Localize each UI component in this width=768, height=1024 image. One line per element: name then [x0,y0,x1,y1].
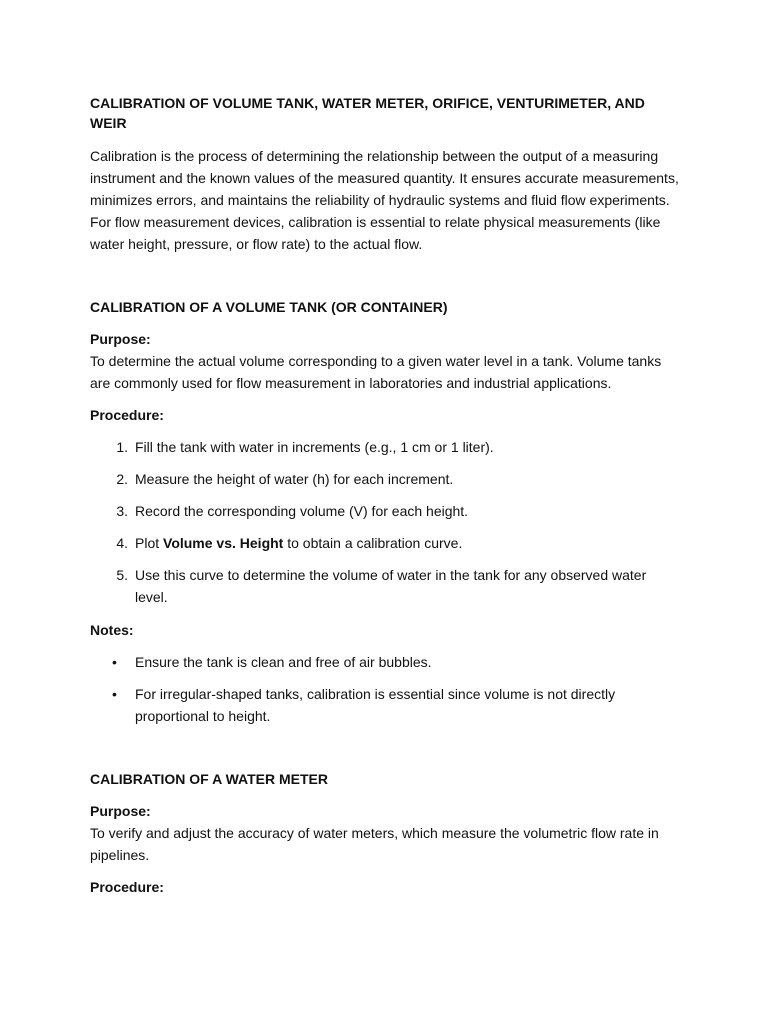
purpose-label: Purpose: [90,331,151,347]
bullet-icon: • [112,654,117,670]
note-text: For irregular-shaped tanks, calibration is essential since volume is not directly proportional to height. [135,686,616,724]
procedure-label: Procedure: [90,407,164,423]
procedure-steps-list [90,436,680,608]
notes-list [90,651,680,727]
notes-label: Notes: [90,622,134,638]
list-item [90,532,680,554]
note-text: Ensure the tank is clean and free of air bubbles. [135,654,432,670]
step-number: 1. [116,439,128,455]
step-text: Record the corresponding volume (V) for each height. [135,503,469,519]
list-item [90,651,680,673]
procedure-label: Procedure: [90,879,164,895]
purpose-text: To verify and adjust the accuracy of water meters, which measure the volumetric flow rate in pipelines. [90,825,659,863]
purpose-block-volume-tank [90,328,680,394]
step-text-pre: Plot [135,535,164,551]
step-text: Fill the tank with water in increments (e.g., 1 cm or 1 liter). [135,439,494,455]
section-heading-water-meter: CALIBRATION OF A WATER METER [90,771,328,787]
step-text: Use this curve to determine the volume of water in the tank for any observed water level. [135,567,647,605]
purpose-block-water-meter [90,800,680,866]
step-number: 5. [116,567,128,583]
step-text: Measure the height of water (h) for each increment. [135,471,454,487]
list-item [90,468,680,490]
document-title: CALIBRATION OF VOLUME TANK, WATER METER, ORIFICE, VENTURIMETER, AND WEIR [90,95,645,131]
section-heading-volume-tank: CALIBRATION OF A VOLUME TANK (OR CONTAINER) [90,299,448,315]
purpose-label: Purpose: [90,803,151,819]
step-text-post: to obtain a calibration curve. [283,535,463,551]
list-item [90,564,680,608]
step-number: 2. [116,471,128,487]
step-number: 3. [116,503,128,519]
list-item [90,500,680,522]
list-item [90,683,680,727]
step-number: 4. [116,535,128,551]
purpose-text: To determine the actual volume corresponding to a given water level in a tank. Volume tanks are commonly used for flow measurement in laboratories and industrial applications. [90,353,662,391]
document-page [90,93,680,898]
intro-paragraph: Calibration is the process of determining the relationship between the output of a measuring instrument and the known values of the measured quantity. It ensures accurate measurements, minimizes errors, and maintains the reliability of hydraulic systems and fluid flow experiments. For flow measurement devices, calibration is essential to relate physical measurements (like water height, pressure, or flow rate) to the actual flow. [90,148,679,252]
list-item [90,436,680,458]
bullet-icon: • [112,686,117,702]
step-text-bold: Volume vs. Height [163,535,284,551]
